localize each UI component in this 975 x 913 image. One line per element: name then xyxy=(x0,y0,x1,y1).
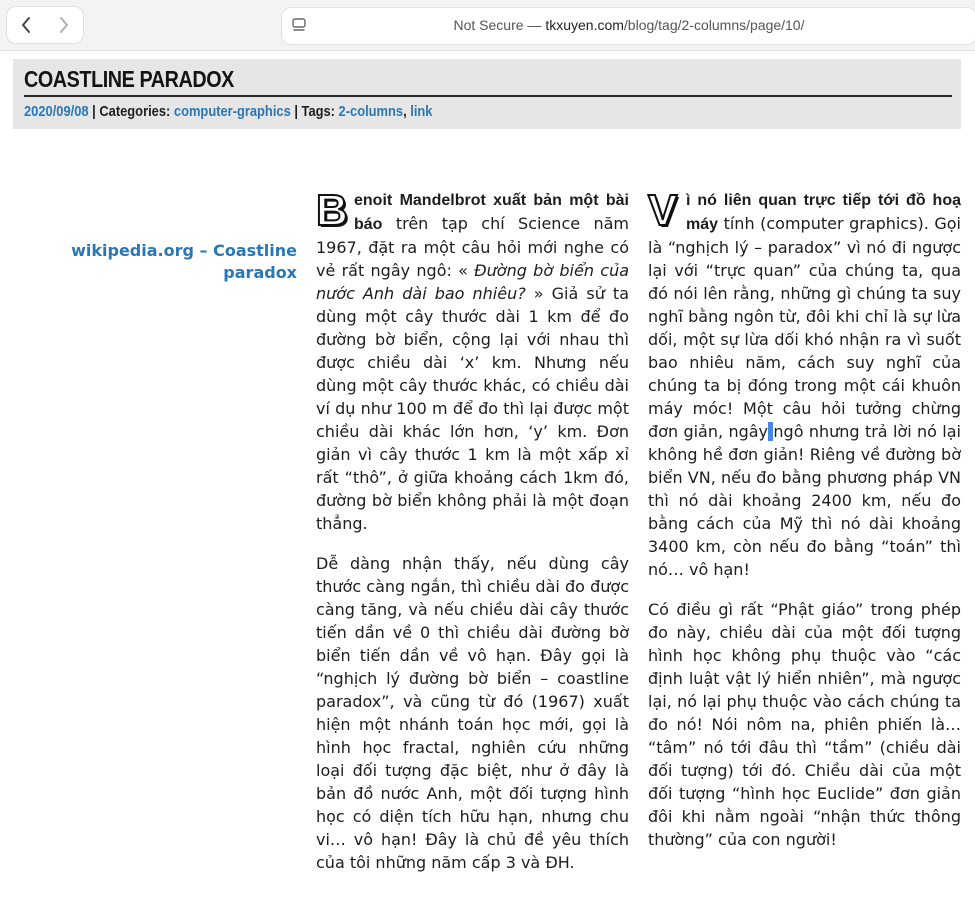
wikipedia-link[interactable]: wikipedia.org – Coastline paradox xyxy=(71,241,297,282)
left-column xyxy=(316,188,629,891)
back-button[interactable] xyxy=(7,7,45,43)
right-column xyxy=(648,188,961,868)
left-lead-text: enoit Mandelbrot xuất bản một bài báo xyxy=(354,192,629,233)
address-bar[interactable] xyxy=(281,7,975,45)
category-link[interactable]: computer-graphics xyxy=(173,103,291,120)
left-paragraph-1 xyxy=(316,188,629,535)
nav-button-group xyxy=(6,6,84,44)
tag-separator: , xyxy=(403,103,411,120)
right-paragraph-2: Có điều gì rất “Phật giáo” trong phép đo này, chiều dài của một đối tượng hình học không phụ thuộc vào “các định luật vật lý hiển nhiên”, mà ngược lại, nó lại phụ thuộc vào cách chúng ta đo nó! Nói nôm na, phiên phiến là… “tâm” nó tới đâu thì “tầm” (chiều dài đối tượng) tới đó. Chiều dài của một đối tượng “hình học Euclide” đơn giản đôi khi nằm ngoài “nhận thức thông thường” của con người! xyxy=(648,600,961,849)
url-path: /blog/tag/2-columns/page/10/ xyxy=(623,17,805,33)
left-p1-text-a: trên tạp chí Science năm 1967, đặt ra một câu hỏi mới nghe có vẻ rất ngây ngô: « xyxy=(316,214,629,280)
url-text xyxy=(282,17,975,33)
dropcap-b: B xyxy=(316,186,348,235)
post-title: COASTLINE PARADOX xyxy=(24,66,234,92)
left-p1-text-b: » Giả sử ta dùng một cây thước dài 1 km để đo đường bờ biển, cộng lại với nhau thì được chiều dài ‘x’ km. Nhưng nếu dùng một cây thước khác, có chiều dài ví dụ như 100 m để đo thì lại được một chiều dài khác lớn hơn, ‘y’ km. Đơn giản vì cây thước 1 km là một xấp xỉ rất “thô”, ở giữa khoảng cách 1km đó, đường bờ biển không phải là một đoạn thẳng. xyxy=(316,284,629,533)
tag-link-link[interactable]: link xyxy=(410,103,433,120)
post-header xyxy=(13,59,961,129)
left-p1-quote: Đường bờ biển của nước Anh dài bao nhiêu? xyxy=(316,261,630,303)
categories-label: | Categories: xyxy=(88,103,174,120)
right-p1-text-a: tính (computer graphics). Gọi là “nghịch lý – paradox” vì nó đi ngược lại với “trực quan” của chúng ta, qua đó nói lên rằng, những gì chúng ta suy nghĩ bằng ngôn từ, đôi khi chỉ là sự lừa dối, một sự lừa dối khó nhận ra vì suốt bao nhiêu năm, cách suy nghĩ của chúng ta bị đóng trong một cái khuôn máy móc! Một câu hỏi tưởng chừng đơn giản, ngây xyxy=(648,214,961,441)
tag-link-2-columns[interactable]: 2-columns xyxy=(338,103,404,120)
post-meta xyxy=(24,103,432,120)
url-host: tkxuyen.com xyxy=(545,17,624,33)
right-paragraph-1 xyxy=(648,188,961,581)
right-p1-text-b: ngô nhưng trả lời nó lại không hề đơn giản! Riêng về đường bờ biển VN, nếu đo bằng phương pháp VN thì nó dài khoảng 2400 km, nếu đo bằng cách của Mỹ thì nó dài khoảng 3400 km, còn nếu đo bằng “toán” thì nó… vô hạn! xyxy=(648,422,961,579)
tags-label: | Tags: xyxy=(290,103,339,120)
left-paragraph-2: Dễ dàng nhận thấy, nếu dùng cây thước càng ngắn, thì chiều dài đo được càng tăng, và nếu chiều dài cây thước tiến dần về 0 thì chiều dài đường bờ biển tiến dần về vô hạn. Đây gọi là “nghịch lý đường bờ biển – coastline paradox”, và cũng từ đó (1967) xuất hiện một nhánh toán học mới, gọi là hình học fractal, nghiên cứu những loại đối tượng đặc biệt, như ở đây là bản đồ nước Anh, một đối tượng hình học có diện tích hữu hạn, nhưng chu vi… vô hạn! Đây là chủ đề yêu thích của tôi những năm cấp 3 và ĐH. xyxy=(316,554,629,872)
post-date-link[interactable]: 2020/09/08 xyxy=(24,103,89,120)
right-lead-text: ì nó liên quan trực tiếp tới đồ hoạ máy xyxy=(686,192,961,233)
browser-toolbar xyxy=(0,0,975,51)
chevron-left-icon xyxy=(20,16,32,34)
dropcap-v: V xyxy=(648,186,678,235)
chevron-right-icon xyxy=(58,16,70,34)
title-divider xyxy=(24,95,952,97)
forward-button[interactable] xyxy=(45,7,83,43)
url-security-label: Not Secure — xyxy=(453,17,546,33)
